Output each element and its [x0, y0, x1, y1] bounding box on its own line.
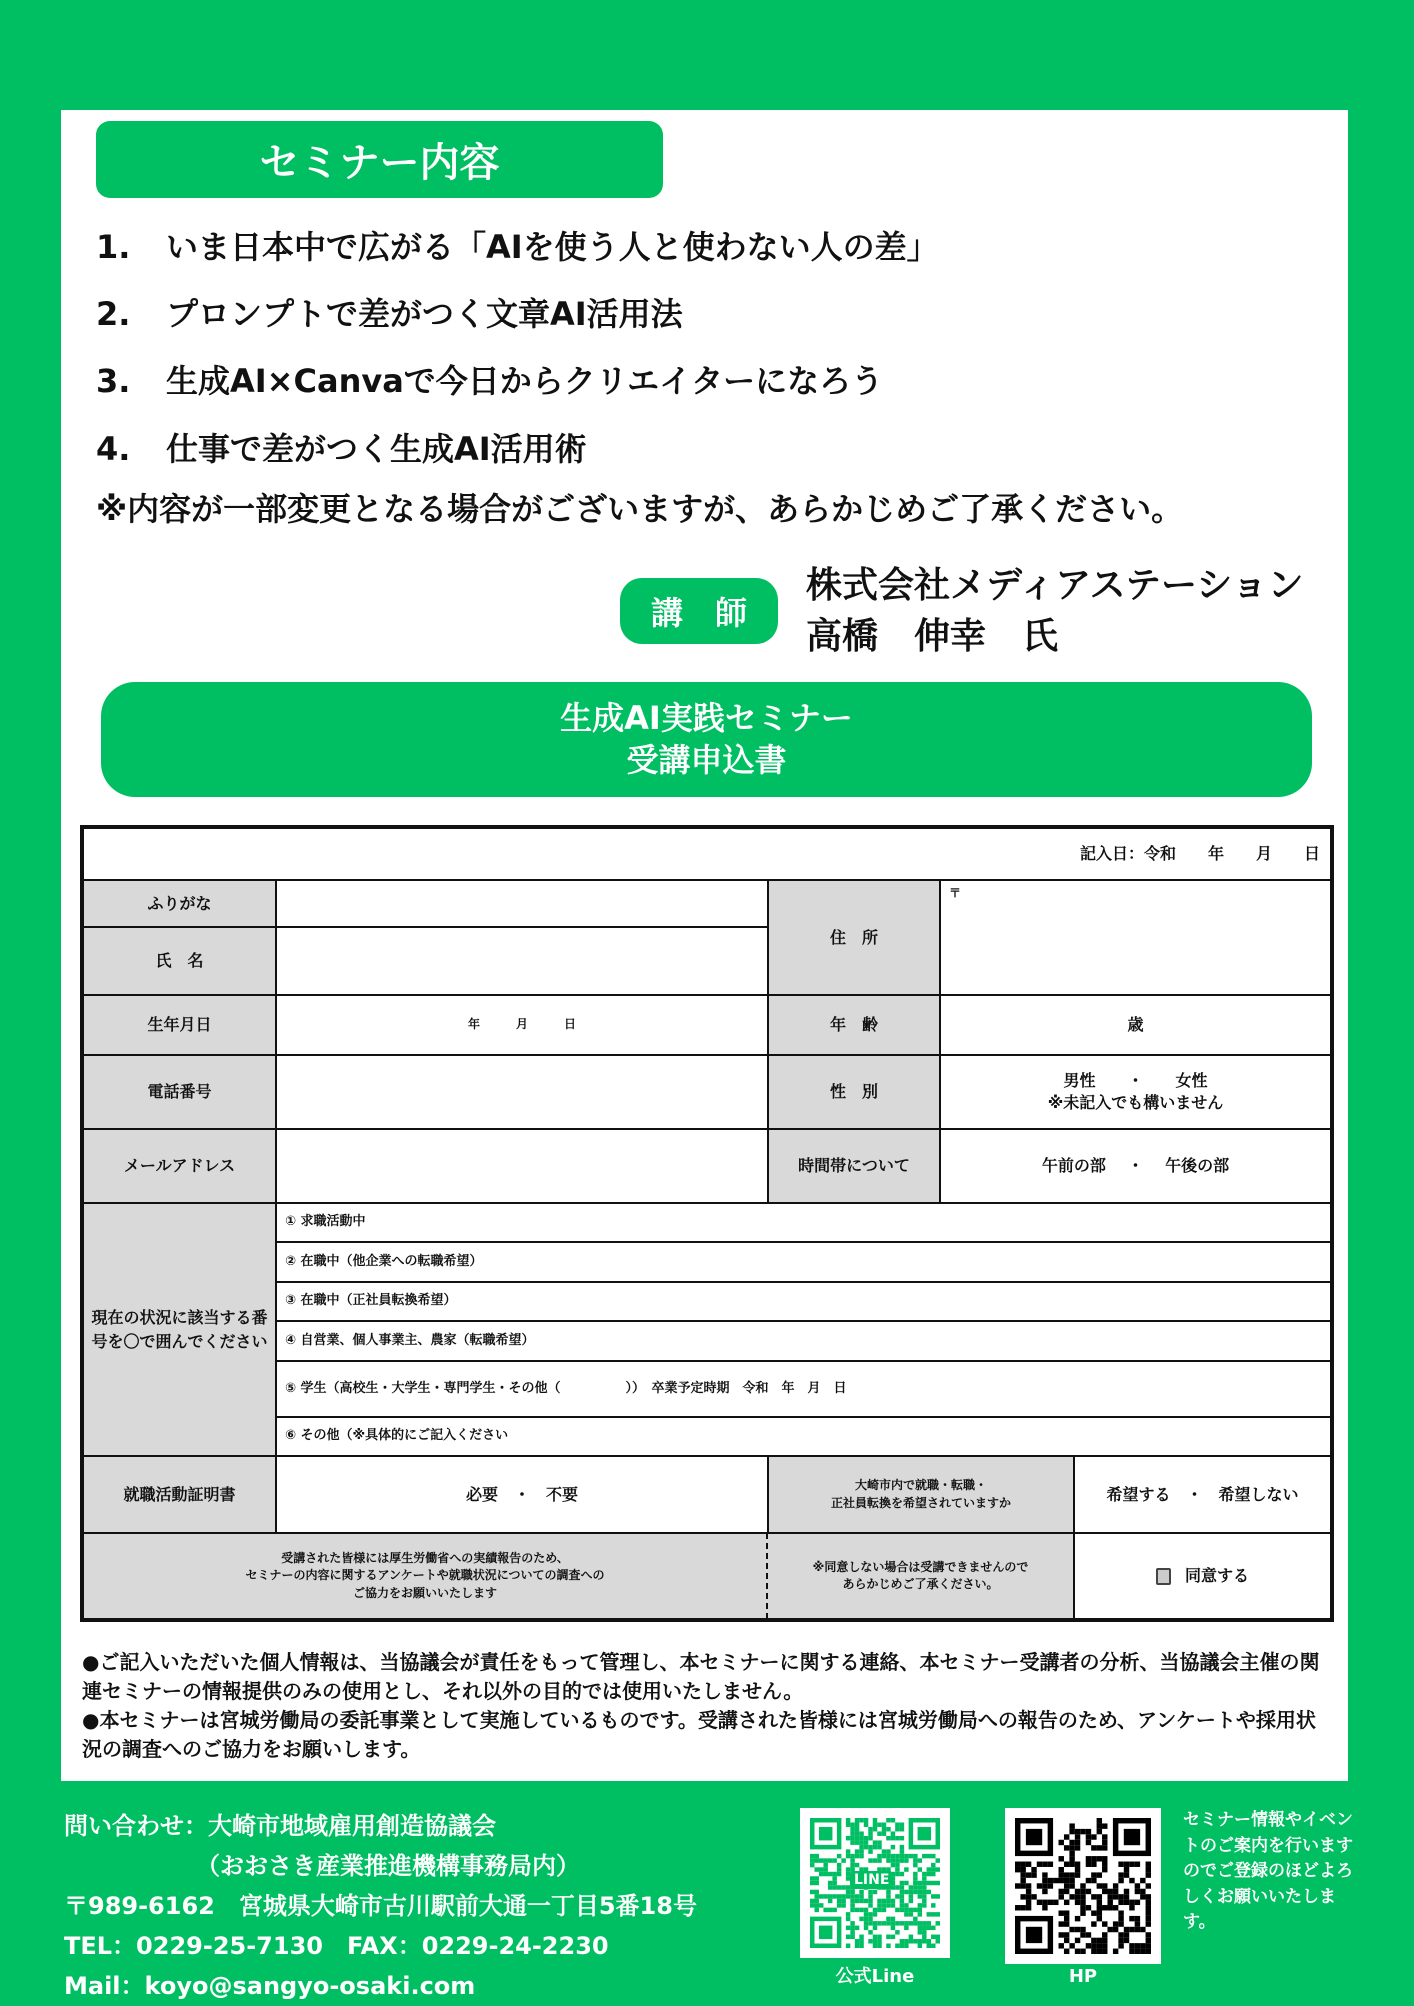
- status-option[interactable]: ③ 在職中（正社員転換希望）: [276, 1282, 1331, 1321]
- entry-date[interactable]: 記入日：令和 年 月 日: [83, 828, 1331, 880]
- privacy-notices: [82, 1648, 1332, 1764]
- notice: ●ご記入いただいた個人情報は、当協議会が責任をもって管理し、本セミナーに関する連絡、本セミナー受講者の分析、当協議会主催の関連セミナーの情報提供のみの使用とし、それ以外の目的では使用いたしません。: [82, 1650, 1320, 1703]
- contact-line: 問い合わせ：大崎市地域雇用創造協議会: [64, 1812, 496, 1840]
- phone-field[interactable]: [276, 1055, 768, 1129]
- phone-label: 電話番号: [83, 1055, 276, 1129]
- birth-label: 生年月日: [83, 995, 276, 1055]
- form-title: [101, 682, 1312, 797]
- hp-qr-code[interactable]: [1005, 1808, 1161, 1964]
- seminar-note: ※内容が一部変更となる場合がございますが、あらかじめご了承ください。: [96, 490, 1184, 528]
- contact-info: [64, 1806, 697, 2006]
- status-option[interactable]: ① 求職活動中: [276, 1203, 1331, 1242]
- birth-field[interactable]: 年 月 日: [276, 995, 768, 1055]
- contact-email[interactable]: Mail：koyo@sangyo-osaki.com: [64, 1972, 476, 2000]
- consent-text: 受講された皆様には厚生労働省への実績報告のため、 セミナーの内容に関するアンケートや就職状況についての調査への ご協力をお願いいたします: [83, 1533, 768, 1619]
- contact-phone: TEL：0229-25-7130 FAX：0229-24-2230: [64, 1932, 609, 1960]
- mail-field[interactable]: [276, 1129, 768, 1203]
- instructor-label: 講 師: [620, 578, 778, 644]
- status-option[interactable]: ④ 自営業、個人事業主、農家（転職希望）: [276, 1321, 1331, 1361]
- furigana-label: ふりがな: [83, 880, 276, 927]
- form-title-line1: 生成AI実践セミナー: [560, 698, 853, 737]
- time-options[interactable]: 午前の部 ・ 午後の部: [940, 1129, 1331, 1203]
- qr-code-icon: [1015, 1818, 1151, 1954]
- seminar-item: 1. いま日本中で広がる「AIを使う人と使わない人の差」: [96, 228, 939, 266]
- application-form: [80, 825, 1334, 1622]
- status-option[interactable]: ⑥ その他（※具体的にご記入ください: [276, 1417, 1331, 1456]
- line-qr-code[interactable]: [800, 1808, 950, 1958]
- consent-label: 同意する: [1184, 1566, 1249, 1586]
- status-option[interactable]: ⑤ 学生（高校生・大学生・専門学生・その他（ ）） 卒業予定時期 令和 年 月 日: [276, 1361, 1331, 1417]
- seminar-item: 3. 生成AI×Canvaで今日からクリエイターになろう: [96, 362, 884, 400]
- address-label: 住 所: [768, 880, 940, 995]
- seminar-item: 2. プロンプトで差がつく文章AI活用法: [96, 295, 683, 333]
- consent-checkbox[interactable]: [1074, 1533, 1331, 1619]
- address-field[interactable]: 〒: [940, 880, 1331, 995]
- gender-label: 性 別: [768, 1055, 940, 1129]
- osaki-question: 大崎市内で就職・転職・ 正社員転換を希望されていますか: [768, 1456, 1074, 1533]
- line-caption: 公式Line: [835, 1966, 915, 1987]
- consent-note: ※同意しない場合は受講できませんので あらかじめご了承ください。: [768, 1533, 1074, 1619]
- seminar-heading: セミナー内容: [96, 121, 663, 198]
- name-field[interactable]: [276, 927, 768, 995]
- time-label: 時間帯について: [768, 1129, 940, 1203]
- cert-options[interactable]: 必要 ・ 不要: [276, 1456, 768, 1533]
- cert-label: 就職活動証明書: [83, 1456, 276, 1533]
- instructor-name: 高橋 伸幸 氏: [806, 616, 1059, 657]
- status-label: 現在の状況に該当する番号を〇で囲んでください: [83, 1203, 276, 1456]
- furigana-field[interactable]: [276, 880, 768, 927]
- status-option[interactable]: ② 在職中（他企業への転職希望）: [276, 1242, 1331, 1282]
- hp-caption: HP: [1068, 1966, 1098, 1987]
- gender-options[interactable]: 男性 ・ 女性: [1063, 1070, 1208, 1090]
- instructor-company: 株式会社メディアステーション: [806, 565, 1304, 606]
- qr-message: セミナー情報やイベントのご案内を行いますのでご登録のほどよろしくお願いいたします。: [1183, 1810, 1353, 1932]
- form-title-line2: 受講申込書: [626, 740, 787, 779]
- line-logo: LINE: [850, 1871, 893, 1889]
- seminar-item: 4. 仕事で差がつく生成AI活用術: [96, 430, 587, 468]
- checkbox-icon[interactable]: [1156, 1568, 1171, 1585]
- age-field[interactable]: 歳: [940, 995, 1331, 1055]
- gender-note: ※未記入でも構いません: [1047, 1093, 1224, 1112]
- contact-address: 〒989-6162 宮城県大崎市古川駅前大通一丁目5番18号: [64, 1892, 697, 1920]
- mail-label: メールアドレス: [83, 1129, 276, 1203]
- age-label: 年 齢: [768, 995, 940, 1055]
- notice: ●本セミナーは宮城労働局の委託事業として実施しているものです。受講された皆様には宮城労働局への報告のため、アンケートや採用状況の調査へのご協力をお願いします。: [82, 1708, 1316, 1761]
- osaki-options[interactable]: 希望する ・ 希望しない: [1074, 1456, 1331, 1533]
- name-label: 氏 名: [83, 927, 276, 995]
- contact-line: （おおさき産業推進機構事務局内）: [64, 1852, 580, 1880]
- gender-field[interactable]: [940, 1055, 1331, 1129]
